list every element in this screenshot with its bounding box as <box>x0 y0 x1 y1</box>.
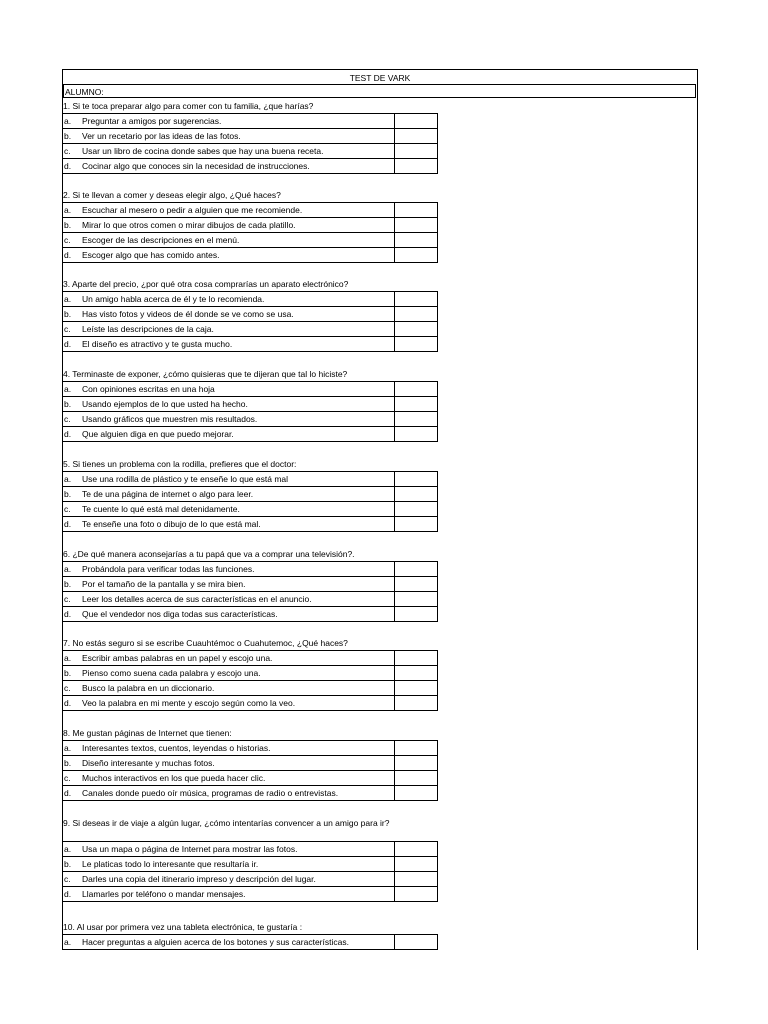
option-letter: a. <box>64 743 72 753</box>
answer-cell[interactable] <box>395 666 437 680</box>
option-text <box>63 681 395 695</box>
option-text <box>63 203 395 217</box>
answer-cell[interactable] <box>395 771 437 785</box>
option-label: Llamarles por teléfono o mandar mensajes. <box>82 889 246 899</box>
answer-cell[interactable] <box>395 842 437 856</box>
options-table <box>62 471 438 532</box>
options-table <box>62 202 438 263</box>
option-row <box>63 336 437 351</box>
option-letter: d. <box>64 429 72 439</box>
answer-cell[interactable] <box>395 592 437 606</box>
option-row <box>63 114 437 128</box>
option-label: Escribir ambas palabras en un papel y escojo una. <box>82 653 273 663</box>
option-row <box>63 306 437 321</box>
option-row <box>63 741 437 755</box>
answer-cell[interactable] <box>395 233 437 247</box>
option-label: Te de una página de internet o algo para leer. <box>82 489 254 499</box>
answer-cell[interactable] <box>395 502 437 516</box>
option-letter: b. <box>64 859 72 869</box>
option-label: Leíste las descripciones de la caja. <box>82 324 214 334</box>
option-text <box>63 502 395 516</box>
option-row <box>63 680 437 695</box>
option-row <box>63 396 437 411</box>
option-letter: c. <box>64 414 71 424</box>
option-text <box>63 741 395 755</box>
answer-cell[interactable] <box>395 651 437 665</box>
option-label: Probándola para verificar todas las funciones. <box>82 564 255 574</box>
option-text <box>63 786 395 800</box>
option-row <box>63 411 437 426</box>
option-text <box>63 857 395 871</box>
question-text: 8. Me gustan páginas de Internet que tienen: <box>63 728 232 738</box>
question-text: 6. ¿De qué manera aconsejarías a tu papá que va a comprar una televisión?. <box>63 549 355 559</box>
option-text <box>63 144 395 158</box>
option-row <box>63 695 437 710</box>
option-row <box>63 247 437 262</box>
option-letter: a. <box>64 205 72 215</box>
answer-cell[interactable] <box>395 292 437 306</box>
option-row <box>63 755 437 770</box>
option-label: Usar un libro de cocina donde sabes que hay una buena receta. <box>82 146 324 156</box>
option-row <box>63 203 437 217</box>
option-letter: a. <box>64 384 72 394</box>
option-row <box>63 606 437 621</box>
question-text: 3. Aparte del precio, ¿por qué otra cosa comprarías un aparato electrónico? <box>63 279 349 289</box>
answer-cell[interactable] <box>395 114 437 128</box>
option-letter: d. <box>64 519 72 529</box>
option-label: Interesantes textos, cuentos, leyendas o historias. <box>82 743 271 753</box>
option-label: Muchos interactivos en los que pueda hacer clic. <box>82 773 266 783</box>
option-row <box>63 128 437 143</box>
option-label: Usando ejemplos de lo que usted ha hecho. <box>82 399 248 409</box>
option-text <box>63 666 395 680</box>
option-label: Te enseñe una foto o dibujo de lo que está mal. <box>82 519 261 529</box>
option-row <box>63 486 437 501</box>
option-letter: a. <box>64 294 72 304</box>
right-border <box>697 69 698 950</box>
options-table <box>62 841 438 902</box>
option-row <box>63 292 437 306</box>
option-letter: a. <box>64 653 72 663</box>
option-row <box>63 842 437 856</box>
answer-cell[interactable] <box>395 696 437 710</box>
answer-cell[interactable] <box>395 144 437 158</box>
vark-sheet <box>62 69 698 950</box>
options-table <box>62 291 438 352</box>
answer-cell[interactable] <box>395 517 437 531</box>
option-row <box>63 143 437 158</box>
option-letter: b. <box>64 489 72 499</box>
options-table <box>62 740 438 801</box>
option-letter: b. <box>64 579 72 589</box>
option-text <box>63 872 395 886</box>
option-label: Que el vendedor nos diga todas sus características. <box>82 609 278 619</box>
option-label: Escoger de las descripciones en el menú. <box>82 235 240 245</box>
option-text <box>63 577 395 591</box>
option-label: Le platicas todo lo interesante que resultaría ir. <box>82 859 259 869</box>
option-letter: a. <box>64 474 72 484</box>
option-letter: a. <box>64 116 72 126</box>
option-letter: c. <box>64 683 71 693</box>
option-letter: c. <box>64 235 71 245</box>
option-text <box>63 696 395 710</box>
answer-cell[interactable] <box>395 427 437 441</box>
option-row <box>63 856 437 871</box>
option-text <box>63 218 395 232</box>
answer-cell[interactable] <box>395 741 437 755</box>
option-label: Te cuente lo qué está mal detenidamente. <box>82 504 240 514</box>
option-text <box>63 935 395 949</box>
alumno-label: ALUMNO: <box>63 84 696 98</box>
option-text <box>63 472 395 486</box>
option-label: Darles una copia del itinerario impreso y descripción del lugar. <box>82 874 316 884</box>
option-label: Has visto fotos y videos de él donde se ve como se usa. <box>82 309 294 319</box>
option-label: Busco la palabra en un diccionario. <box>82 683 215 693</box>
option-text <box>63 427 395 441</box>
options-table <box>62 113 438 174</box>
option-letter: c. <box>64 874 71 884</box>
option-label: Canales donde puedo oír música, programas de radio o entrevistas. <box>82 788 339 798</box>
answer-cell[interactable] <box>395 382 437 396</box>
option-label: Que alguien diga en que puedo mejorar. <box>82 429 234 439</box>
option-letter: c. <box>64 324 71 334</box>
option-row <box>63 501 437 516</box>
option-row <box>63 232 437 247</box>
option-row <box>63 871 437 886</box>
answer-cell[interactable] <box>395 786 437 800</box>
option-letter: b. <box>64 131 72 141</box>
answer-cell[interactable] <box>395 307 437 321</box>
option-row <box>63 770 437 785</box>
answer-cell[interactable] <box>395 935 437 949</box>
answer-cell[interactable] <box>395 397 437 411</box>
option-text <box>63 887 395 901</box>
option-row <box>63 591 437 606</box>
option-label: Cocinar algo que conoces sin la necesidad de instrucciones. <box>82 161 310 171</box>
option-letter: a. <box>64 937 72 947</box>
option-row <box>63 217 437 232</box>
option-row <box>63 665 437 680</box>
option-letter: a. <box>64 844 72 854</box>
option-text <box>63 517 395 531</box>
option-text <box>63 651 395 665</box>
option-letter: b. <box>64 758 72 768</box>
answer-cell[interactable] <box>395 577 437 591</box>
option-text <box>63 129 395 143</box>
options-table <box>62 561 438 622</box>
option-label: Escoger algo que has comido antes. <box>82 250 220 260</box>
option-letter: d. <box>64 609 72 619</box>
option-letter: b. <box>64 668 72 678</box>
option-text <box>63 842 395 856</box>
option-row <box>63 935 437 949</box>
option-label: Ver un recetario por las ideas de las fotos. <box>82 131 241 141</box>
option-label: Diseño interesante y muchas fotos. <box>82 758 215 768</box>
answer-cell[interactable] <box>395 872 437 886</box>
option-text <box>63 607 395 621</box>
option-label: Por el tamaño de la pantalla y se mira bien. <box>82 579 246 589</box>
option-row <box>63 158 437 173</box>
option-text <box>63 159 395 173</box>
option-text <box>63 397 395 411</box>
option-letter: b. <box>64 309 72 319</box>
question-text: 1. Si te toca preparar algo para comer con tu familia, ¿que harías? <box>63 101 314 111</box>
question-text: 2. Si te llevan a comer y deseas elegir algo, ¿Qué haces? <box>63 190 281 200</box>
option-label: Escuchar al mesero o pedir a alguien que me recomiende. <box>82 205 303 215</box>
option-label: Mirar lo que otros comen o mirar dibujos de cada platillo. <box>82 220 296 230</box>
option-label: Preguntar a amigos por sugerencias. <box>82 116 222 126</box>
option-text <box>63 233 395 247</box>
answer-cell[interactable] <box>395 337 437 351</box>
option-label: Hacer preguntas a alguien acerca de los botones y sus características. <box>82 937 349 947</box>
option-row <box>63 382 437 396</box>
option-label: Un amigo habla acerca de él y te lo recomienda. <box>82 294 265 304</box>
option-letter: b. <box>64 399 72 409</box>
answer-cell[interactable] <box>395 159 437 173</box>
option-label: Usando gráficos que muestren mis resultados. <box>82 414 258 424</box>
option-text <box>63 292 395 306</box>
option-text <box>63 337 395 351</box>
answer-cell[interactable] <box>395 857 437 871</box>
answer-cell[interactable] <box>395 681 437 695</box>
answer-cell[interactable] <box>395 129 437 143</box>
option-label: Use una rodilla de plástico y te enseñe lo que está mal <box>82 474 289 484</box>
option-text <box>63 382 395 396</box>
option-label: Leer los detalles acerca de sus características en el anuncio. <box>82 594 312 604</box>
answer-cell[interactable] <box>395 562 437 576</box>
option-text <box>63 487 395 501</box>
option-text <box>63 307 395 321</box>
option-text <box>63 248 395 262</box>
top-border <box>62 69 698 70</box>
question-text: 7. No estás seguro si se escribe Cuauhtémoc o Cuahutemoc, ¿Qué haces? <box>63 638 348 648</box>
option-label: Usa un mapa o página de Internet para mostrar las fotos. <box>82 844 298 854</box>
option-letter: c. <box>64 594 71 604</box>
options-table <box>62 934 438 950</box>
option-row <box>63 562 437 576</box>
option-row <box>63 472 437 486</box>
option-row <box>63 651 437 665</box>
page-title: TEST DE VARK <box>349 73 411 83</box>
option-text <box>63 756 395 770</box>
option-label: Con opiniones escritas en una hoja <box>82 384 215 394</box>
options-table <box>62 381 438 442</box>
answer-cell[interactable] <box>395 412 437 426</box>
answer-cell[interactable] <box>395 756 437 770</box>
option-label: El diseño es atractivo y te gusta mucho. <box>82 339 233 349</box>
option-letter: c. <box>64 146 71 156</box>
answer-cell[interactable] <box>395 203 437 217</box>
option-row <box>63 321 437 336</box>
option-label: Veo la palabra en mi mente y escojo según como la veo. <box>82 698 296 708</box>
option-text <box>63 771 395 785</box>
answer-cell[interactable] <box>395 218 437 232</box>
options-table <box>62 650 438 711</box>
option-row <box>63 426 437 441</box>
option-row <box>63 785 437 800</box>
option-text <box>63 412 395 426</box>
option-row <box>63 576 437 591</box>
option-text <box>63 322 395 336</box>
answer-cell[interactable] <box>395 487 437 501</box>
option-letter: d. <box>64 339 72 349</box>
option-row <box>63 886 437 901</box>
option-letter: d. <box>64 889 72 899</box>
option-letter: a. <box>64 564 72 574</box>
option-text <box>63 592 395 606</box>
question-text: 9. Si deseas ir de viaje a algún lugar, ¿cómo intentarías convencer a un amigo para ir? <box>63 818 390 828</box>
option-letter: d. <box>64 788 72 798</box>
option-row <box>63 516 437 531</box>
option-text <box>63 562 395 576</box>
answer-cell[interactable] <box>395 322 437 336</box>
option-letter: b. <box>64 220 72 230</box>
option-label: Pienso como suena cada palabra y escojo una. <box>82 668 261 678</box>
question-text: 5. Si tienes un problema con la rodilla, prefieres que el doctor: <box>63 459 297 469</box>
option-letter: c. <box>64 773 71 783</box>
answer-cell[interactable] <box>395 607 437 621</box>
option-letter: d. <box>64 250 72 260</box>
question-text: 4. Terminaste de exponer, ¿cómo quisieras que te dijeran que tal lo hiciste? <box>63 369 348 379</box>
question-text: 10. Al usar por primera vez una tableta electrónica, te gustaría : <box>63 922 303 932</box>
option-letter: d. <box>64 161 72 171</box>
answer-cell[interactable] <box>395 248 437 262</box>
option-letter: d. <box>64 698 72 708</box>
option-letter: c. <box>64 504 71 514</box>
option-text <box>63 114 395 128</box>
answer-cell[interactable] <box>395 472 437 486</box>
answer-cell[interactable] <box>395 887 437 901</box>
